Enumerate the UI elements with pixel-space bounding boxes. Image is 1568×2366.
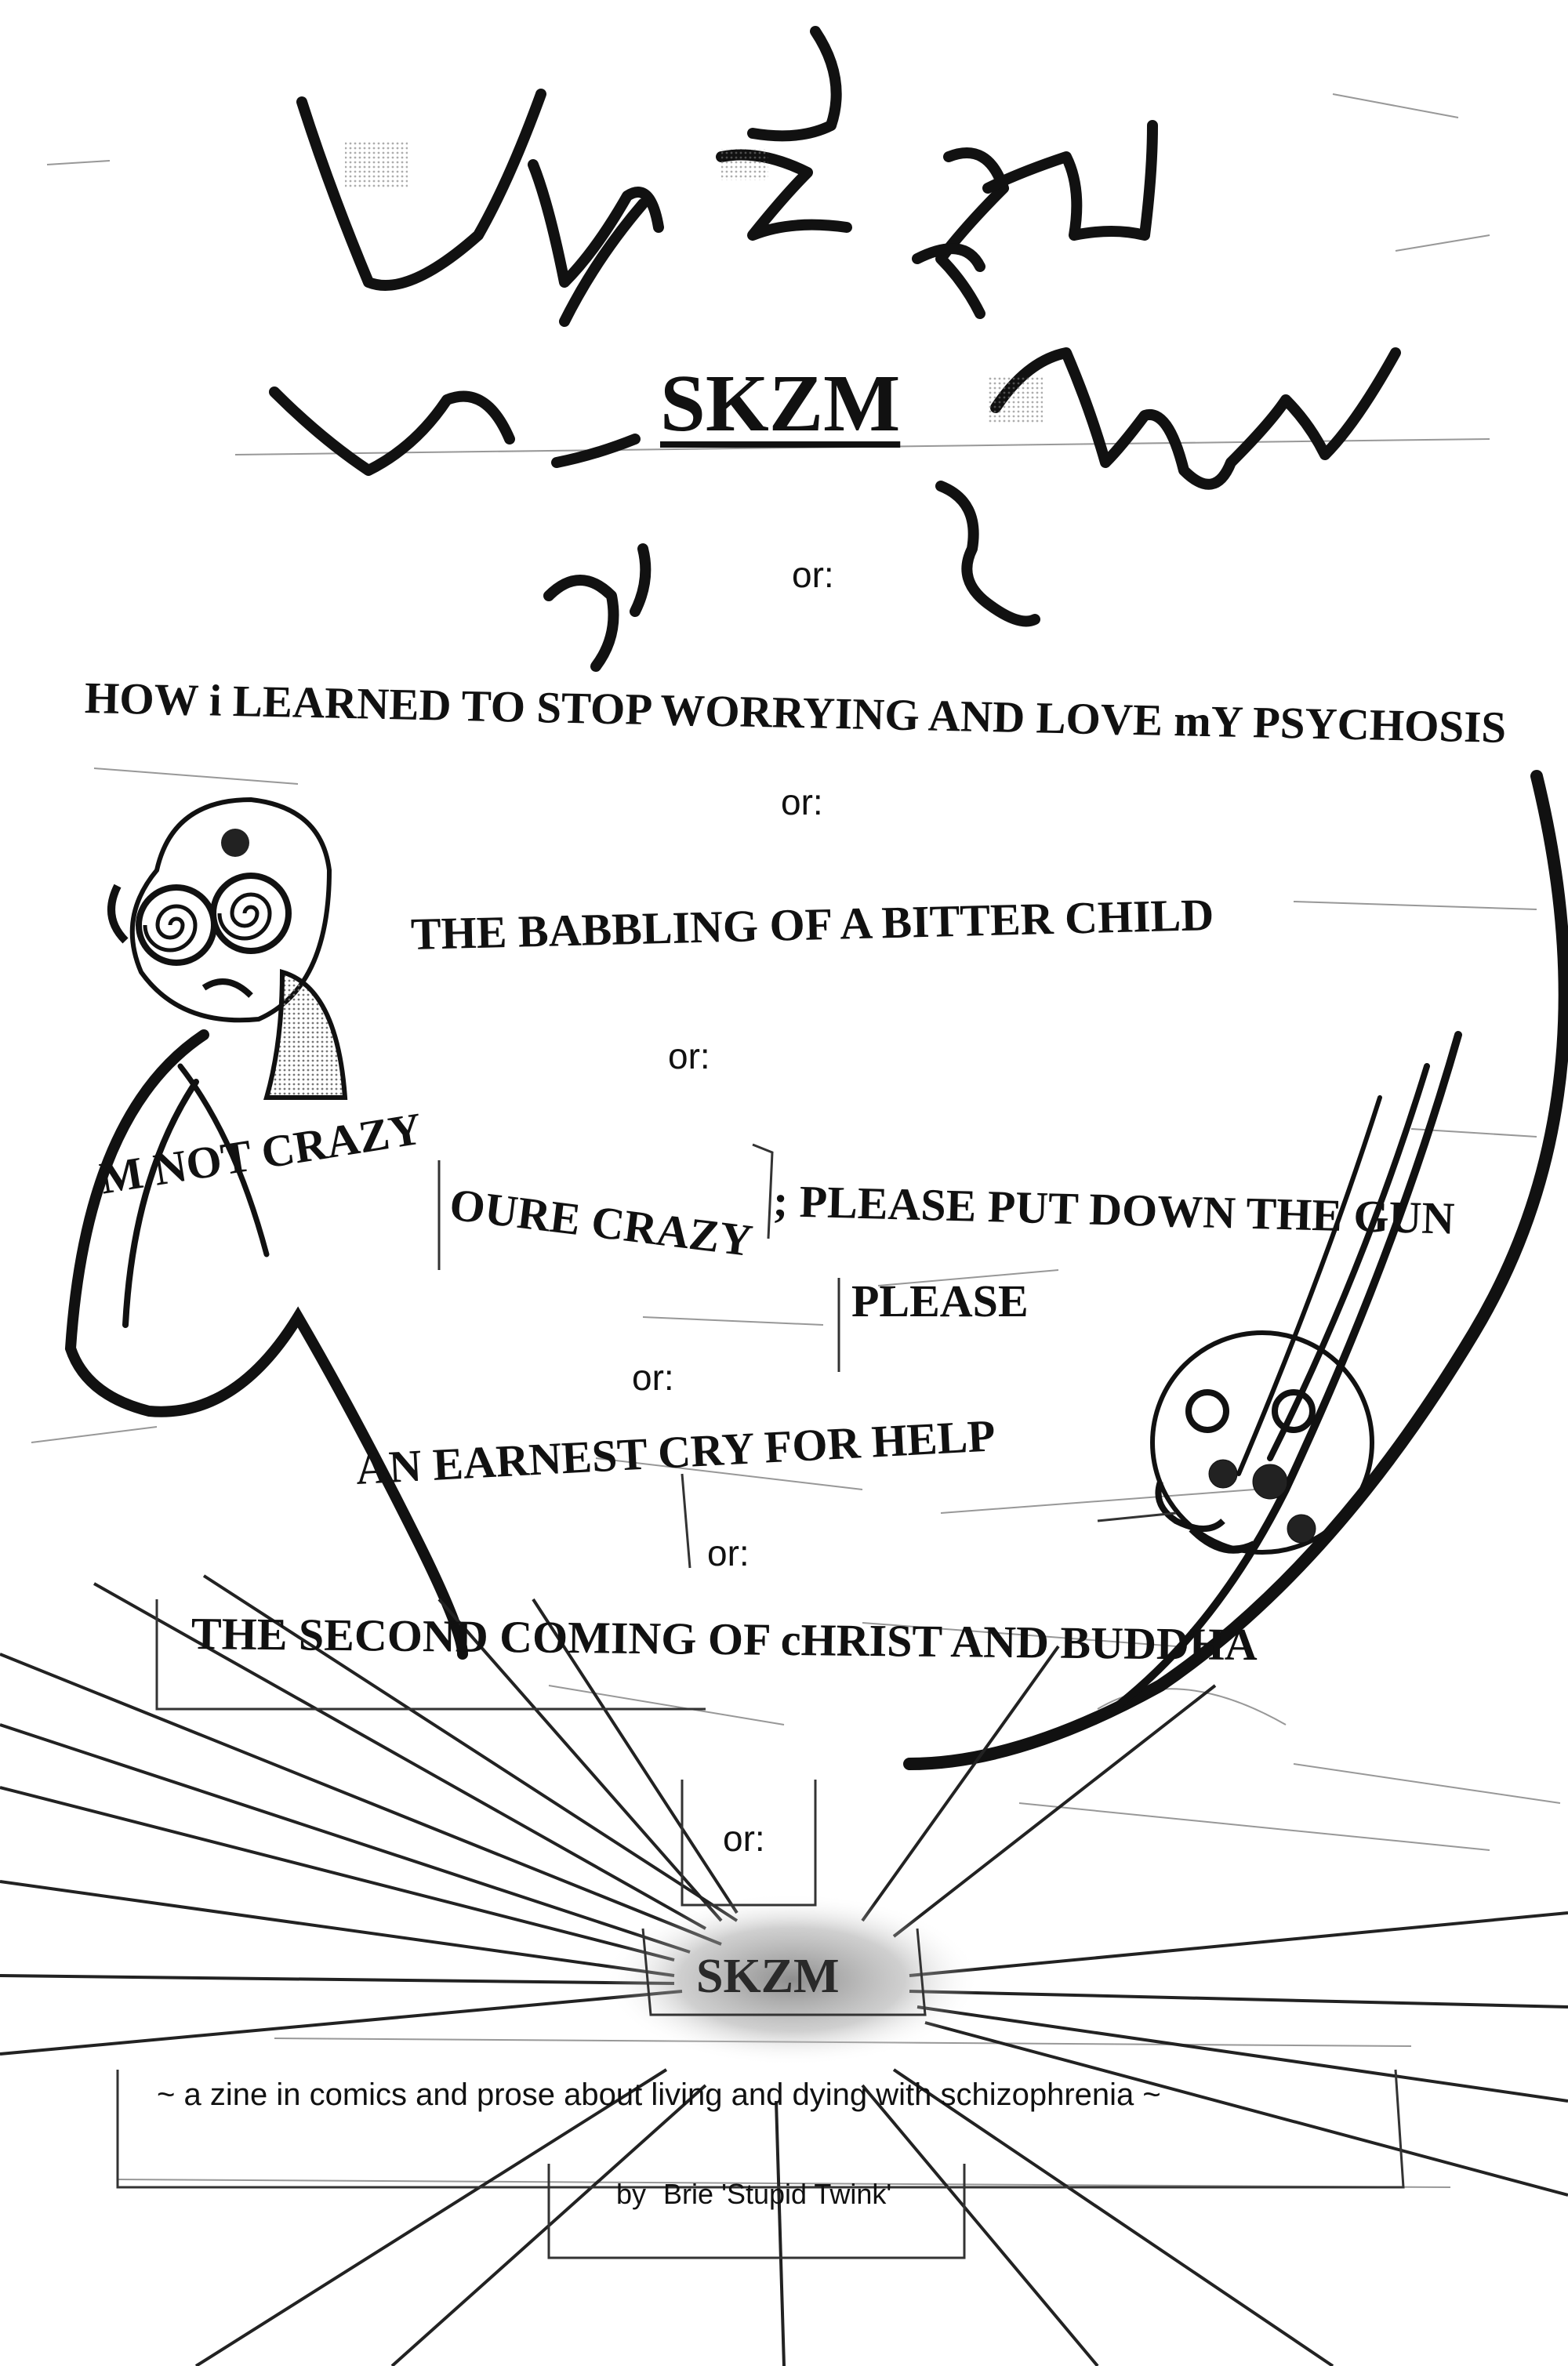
connector-or-2: or: xyxy=(781,782,823,822)
swirl-face-drawing xyxy=(111,800,345,1098)
subtitle-cry-for-help: AN EARNEST CRY FOR HELP xyxy=(354,1410,997,1494)
connector-or-4: or: xyxy=(632,1357,674,1398)
round-face-drawing xyxy=(1152,1333,1372,1552)
connector-or-5: or: xyxy=(707,1533,750,1573)
bottom-title: SKZM xyxy=(696,1950,840,2003)
connector-or-3: or: xyxy=(668,1036,710,1076)
subtitle-youre-crazy: OURE CRAZY xyxy=(447,1178,756,1267)
subtitle-not-crazy: M NOT CRAZY xyxy=(96,1102,426,1204)
author-name: Brie 'Stupid Twink' xyxy=(663,2178,892,2210)
tagline: ~ a zine in comics and prose about living and dying with schizophrenia ~ xyxy=(157,2078,1161,2112)
subtitle-put-down-gun: ; PLEASE PUT DOWN THE GUN xyxy=(772,1175,1456,1244)
byline xyxy=(616,2178,891,2211)
cover-title: SKZM xyxy=(660,358,901,448)
connector-or-1: or: xyxy=(792,554,834,595)
subtitle-bitter-child: THE BABBLING OF A BITTER CHILD xyxy=(410,888,1214,960)
byline-prefix: by xyxy=(616,2178,647,2210)
scribble-glyphs xyxy=(274,31,1396,666)
connector-or-6: or: xyxy=(723,1818,765,1859)
subtitle-psychosis: HOW i LEARNED TO STOP WORRYING AND LOVE mY PSYCHOSIS xyxy=(84,673,1507,753)
subtitle-please: PLEASE xyxy=(851,1276,1029,1326)
subtitle-second-coming: THE SECOND COMING OF cHRIST AND BUDDHA xyxy=(191,1608,1258,1671)
